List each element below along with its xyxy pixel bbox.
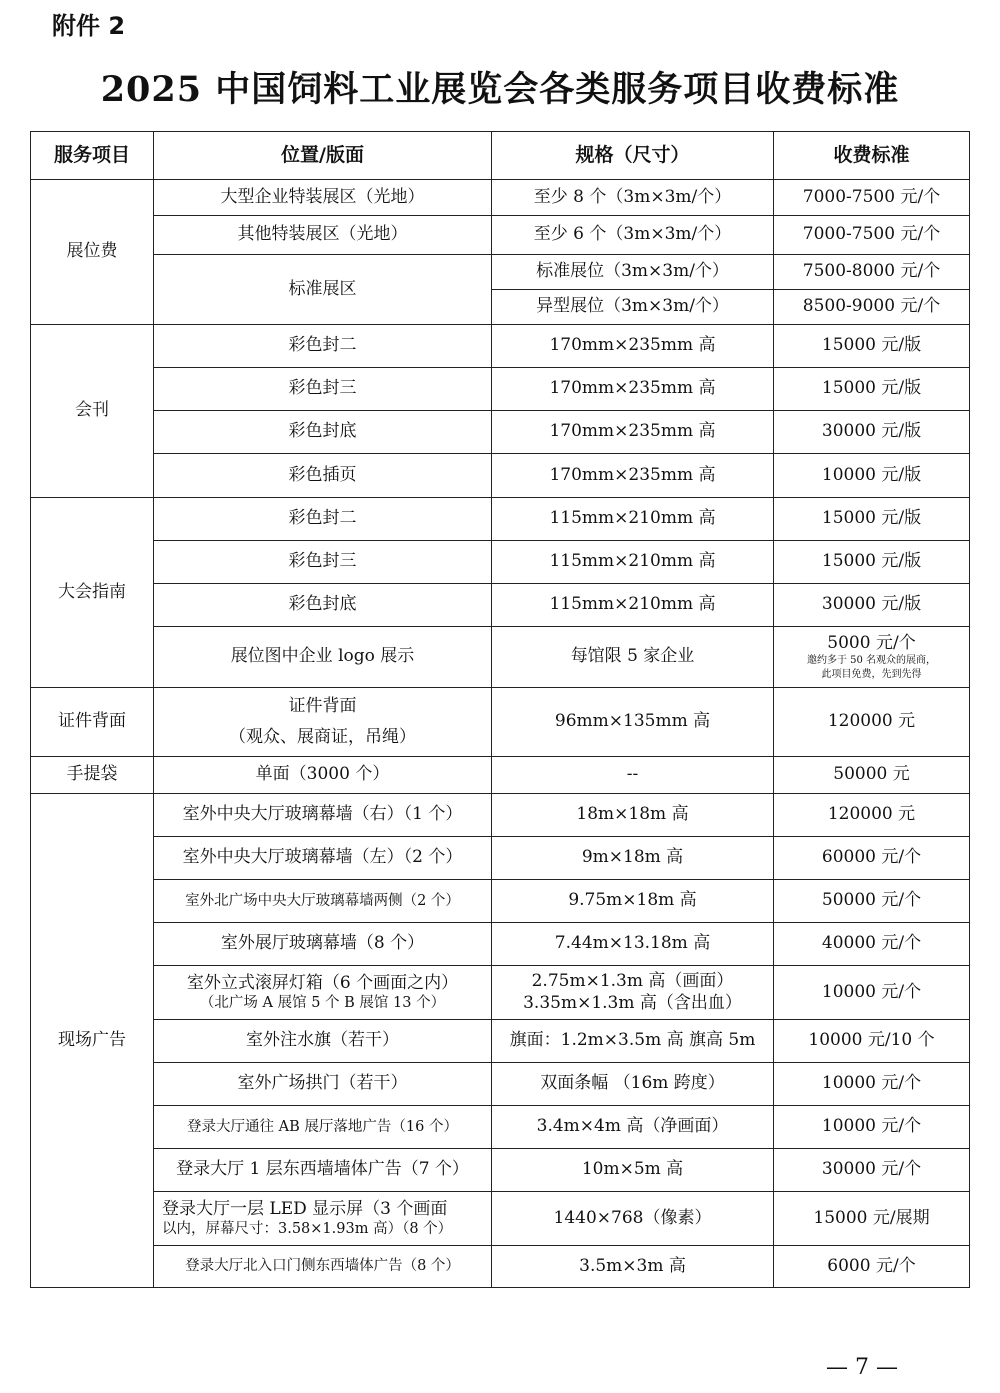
table-row: [31, 1020, 970, 1063]
position-cell: 彩色封底: [154, 584, 492, 627]
fee-cell: 10000 元/10 个: [774, 1020, 970, 1063]
table-row: [31, 541, 970, 584]
category-badge: 证件背面: [31, 688, 154, 757]
table-row: [31, 368, 970, 411]
table-header-row: [31, 132, 970, 180]
page-title: 2025 中国饲料工业展览会各类服务项目收费标准: [100, 69, 900, 110]
table-row: [31, 794, 970, 837]
spec-cell: 至少 8 个（3m×3m/个）: [492, 180, 774, 216]
fee-cell: 7500-8000 元/个: [774, 255, 970, 290]
position-line: 以内，屏幕尺寸：3.58×1.93m 高）（8 个）: [162, 1221, 453, 1238]
attachment-label: 附件 2: [52, 12, 126, 40]
position-cell: 彩色插页: [154, 454, 492, 498]
position-cell: 彩色封二: [154, 498, 492, 541]
position-cell: 标准展区: [154, 255, 492, 325]
fee-value: 5000 元/个: [827, 632, 916, 653]
spec-cell: 3.4m×4m 高（净画面）: [492, 1106, 774, 1149]
spec-line: 3.35m×1.3m 高（含出血）: [523, 992, 742, 1013]
page-number: — 7 —: [826, 1355, 898, 1380]
table-row: [31, 454, 970, 498]
category-bag: 手提袋: [31, 757, 154, 794]
spec-cell: 标准展位（3m×3m/个）: [492, 255, 774, 290]
position-cell: 彩色封三: [154, 541, 492, 584]
position-cell: 室外北广场中央大厅玻璃幕墙两侧（2 个）: [154, 880, 492, 923]
fee-table: [30, 131, 970, 1288]
position-line: 室外立式滚屏灯箱（6 个画面之内）: [186, 972, 459, 993]
fee-cell: 7000-7500 元/个: [774, 216, 970, 255]
spec-cell: [492, 966, 774, 1020]
table-row: [31, 1063, 970, 1106]
position-cell: 彩色封三: [154, 368, 492, 411]
fee-note: 邀约多于 50 名观众的展商，: [806, 655, 937, 667]
spec-cell: 18m×18m 高: [492, 794, 774, 837]
position-line: 登录大厅一层 LED 显示屏（3 个画面: [162, 1198, 448, 1219]
position-cell: 室外广场拱门（若干）: [154, 1063, 492, 1106]
table-row: [31, 255, 970, 290]
fee-cell: 8500-9000 元/个: [774, 290, 970, 325]
table-row: [31, 688, 970, 757]
position-line: 证件背面: [288, 695, 357, 716]
table-row: [31, 1149, 970, 1192]
spec-cell: 至少 6 个（3m×3m/个）: [492, 216, 774, 255]
fee-cell: 6000 元/个: [774, 1246, 970, 1288]
position-cell: 大型企业特装展区（光地）: [154, 180, 492, 216]
spec-cell: 115mm×210mm 高: [492, 584, 774, 627]
position-cell: 展位图中企业 logo 展示: [154, 627, 492, 688]
position-cell: 室外中央大厅玻璃幕墙（右）（1 个）: [154, 794, 492, 837]
spec-cell: 115mm×210mm 高: [492, 541, 774, 584]
fee-cell: 10000 元/版: [774, 454, 970, 498]
table-row: [31, 1246, 970, 1288]
position-cell: 室外展厅玻璃幕墙（8 个）: [154, 923, 492, 966]
fee-cell: [774, 627, 970, 688]
position-cell: [154, 966, 492, 1020]
spec-cell: 170mm×235mm 高: [492, 411, 774, 454]
fee-cell: 10000 元/个: [774, 966, 970, 1020]
table-row: [31, 584, 970, 627]
position-line: （观众、展商证，吊绳）: [229, 727, 416, 747]
fee-cell: 120000 元: [774, 688, 970, 757]
header-service: 服务项目: [31, 132, 154, 180]
category-booth: 展位费: [31, 180, 154, 325]
fee-cell: 30000 元/版: [774, 584, 970, 627]
table-row: [31, 411, 970, 454]
position-cell: [154, 1192, 492, 1246]
spec-cell: 1440×768（像素）: [492, 1192, 774, 1246]
fee-cell: 120000 元: [774, 794, 970, 837]
header-fee: 收费标准: [774, 132, 970, 180]
fee-cell: 50000 元: [774, 757, 970, 794]
spec-cell: 9.75m×18m 高: [492, 880, 774, 923]
position-cell: [154, 688, 492, 757]
fee-cell: 10000 元/个: [774, 1106, 970, 1149]
fee-cell: 15000 元/版: [774, 498, 970, 541]
header-position: 位置/版面: [154, 132, 492, 180]
position-cell: 室外中央大厅玻璃幕墙（左）（2 个）: [154, 837, 492, 880]
table-row: [31, 1192, 970, 1246]
spec-cell: --: [492, 757, 774, 794]
fee-cell: 15000 元/版: [774, 325, 970, 368]
table-row: [31, 966, 970, 1020]
spec-cell: 170mm×235mm 高: [492, 368, 774, 411]
fee-cell: 50000 元/个: [774, 880, 970, 923]
spec-cell: 115mm×210mm 高: [492, 498, 774, 541]
category-journal: 会刊: [31, 325, 154, 498]
table-row: [31, 180, 970, 216]
fee-cell: 30000 元/版: [774, 411, 970, 454]
fee-note: 此项目免费，先到先得: [821, 668, 922, 680]
spec-cell: 9m×18m 高: [492, 837, 774, 880]
position-cell: 其他特装展区（光地）: [154, 216, 492, 255]
category-onsite: 现场广告: [31, 794, 154, 1288]
table-row: [31, 325, 970, 368]
spec-cell: 旗面：1.2m×3.5m 高 旗高 5m: [492, 1020, 774, 1063]
fee-cell: 7000-7500 元/个: [774, 180, 970, 216]
table-row: [31, 923, 970, 966]
spec-cell: 7.44m×13.18m 高: [492, 923, 774, 966]
spec-cell: 170mm×235mm 高: [492, 454, 774, 498]
position-cell: 登录大厅北入口门侧东西墙体广告（8 个）: [154, 1246, 492, 1288]
fee-cell: 40000 元/个: [774, 923, 970, 966]
fee-cell: 15000 元/版: [774, 541, 970, 584]
position-cell: 登录大厅通往 AB 展厅落地广告（16 个）: [154, 1106, 492, 1149]
position-cell: 彩色封底: [154, 411, 492, 454]
header-spec: 规格（尺寸）: [492, 132, 774, 180]
position-line: （北广场 A 展馆 5 个 B 展馆 13 个）: [199, 995, 446, 1012]
fee-cell: 15000 元/展期: [774, 1192, 970, 1246]
category-guide: 大会指南: [31, 498, 154, 688]
spec-cell: 10m×5m 高: [492, 1149, 774, 1192]
table-row: [31, 627, 970, 688]
table-row: [31, 880, 970, 923]
fee-cell: 60000 元/个: [774, 837, 970, 880]
fee-cell: 10000 元/个: [774, 1063, 970, 1106]
fee-cell: 30000 元/个: [774, 1149, 970, 1192]
spec-cell: 异型展位（3m×3m/个）: [492, 290, 774, 325]
position-cell: 登录大厅 1 层东西墙墙体广告（7 个）: [154, 1149, 492, 1192]
table-row: [31, 216, 970, 255]
spec-cell: 双面条幅 （16m 跨度）: [492, 1063, 774, 1106]
position-cell: 室外注水旗（若干）: [154, 1020, 492, 1063]
position-cell: 彩色封二: [154, 325, 492, 368]
spec-cell: 每馆限 5 家企业: [492, 627, 774, 688]
spec-cell: 96mm×135mm 高: [492, 688, 774, 757]
table-row: [31, 837, 970, 880]
fee-cell: 15000 元/版: [774, 368, 970, 411]
table-row: [31, 498, 970, 541]
position-cell: 单面（3000 个）: [154, 757, 492, 794]
spec-cell: 3.5m×3m 高: [492, 1246, 774, 1288]
table-row: [31, 757, 970, 794]
spec-cell: 170mm×235mm 高: [492, 325, 774, 368]
spec-line: 2.75m×1.3m 高（画面）: [531, 971, 734, 992]
table-row: [31, 1106, 970, 1149]
